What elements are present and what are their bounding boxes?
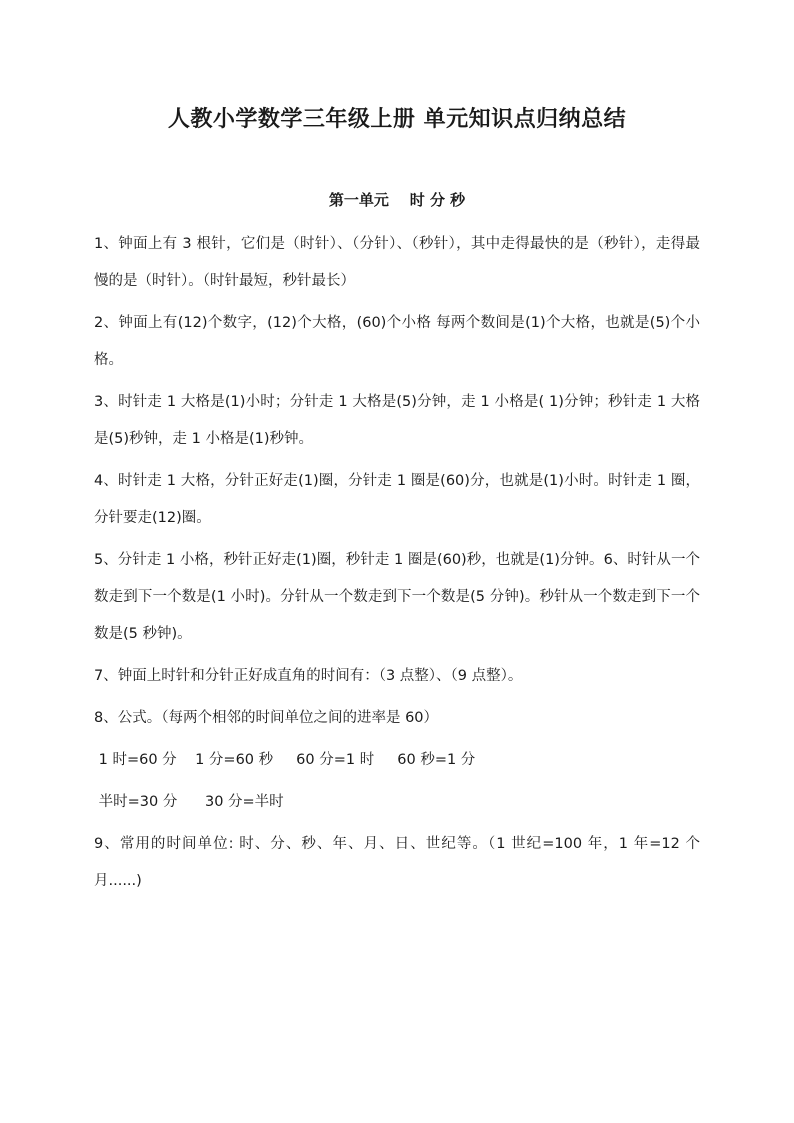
document-body xyxy=(94,226,700,905)
paragraph-7: 7、钟面上时针和分针正好成直角的时间有：（3 点整）、（9 点整）。 xyxy=(94,668,523,684)
formula-line-1: 1 时=60 分 1 分=60 秒 60 分=1 时 60 秒=1 分 xyxy=(94,752,476,768)
formula-line-2: 半时=30 分 30 分=半时 xyxy=(94,794,284,810)
paragraph-5: 5、分针走 1 小格，秒针正好走(1)圈，秒针走 1 圈是(60)秒，也就是(1)分钟。6、时针从一个数走到下一个数是(1 小时)。分针从一个数走到下一个数是(5 分钟)。秒针从一个数走到下一个数是(5 秒钟)。 xyxy=(94,552,700,642)
paragraph-9: 9、常用的时间单位: 时、分、秒、年、月、日、世纪等。（1 世纪=100 年，1 年=12 个月......) xyxy=(94,836,700,889)
paragraph-4: 4、时针走 1 大格，分针正好走(1)圈，分针走 1 圈是(60)分，也就是(1)小时。时针走 1 圈，分针要走(12)圈。 xyxy=(94,473,700,526)
paragraph-3: 3、时针走 1 大格是(1)小时；分针走 1 大格是(5)分钟，走 1 小格是( 1)分钟；秒针走 1 大格是(5)秒钟，走 1 小格是(1)秒钟。 xyxy=(94,394,700,447)
document-title: 人教小学数学三年级上册 单元知识点归纳总结 xyxy=(167,107,627,132)
paragraph-2: 2、钟面上有(12)个数字，(12)个大格，(60)个小格 每两个数间是(1)个大格，也就是(5)个小格。 xyxy=(94,315,700,368)
section-title: 第一单元 时 分 秒 xyxy=(328,191,466,209)
paragraph-8: 8、公式。（每两个相邻的时间单位之间的进率是 60） xyxy=(94,710,439,726)
paragraph-1: 1、钟面上有 3 根针，它们是（时针）、（分针）、（秒针），其中走得最快的是（秒针），走得最慢的是（时针）。（时针最短，秒针最长） xyxy=(94,236,700,289)
